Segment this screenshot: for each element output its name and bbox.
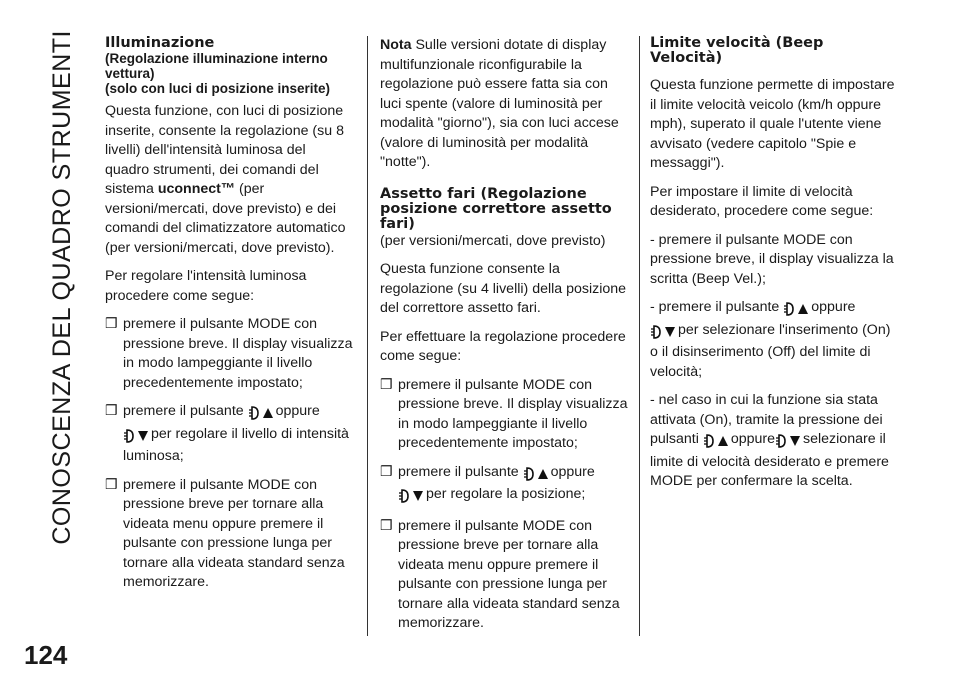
list-item: ❒ premere il pulsante oppure per regolare la posizione; [380,463,628,508]
list-item: ❒ premere il pulsante MODE con pressione breve per tornare alla videata menu oppure premere il pulsante con pressione lunga per tornare alla videata standard senza memorizzare. [380,517,620,631]
paragraph: Questa funzione, con luci di posizione inserite, consente la regolazione (su 8 livelli) dell'intensità luminosa del quadro strumenti, dei comandi del sistema uconnect™ (per versioni/mercati, dove previsto) e dei comandi del climatizzatore automatico (per versioni/mercati, dove previsto). [105,103,346,256]
checkbox-bullet-icon: ❒ [105,316,118,332]
brightness-up-icon [704,433,730,453]
section-subheading: (per versioni/mercati, dove previsto) [380,232,606,249]
brightness-up-icon [784,301,810,321]
brightness-down-icon [651,324,677,344]
brand-name: uconnect™ [157,181,236,197]
checkbox-bullet-icon: ❒ [380,463,393,480]
list-item: ❒ premere il pulsante oppure per regolare il livello di intensità luminosa; [105,403,349,464]
list-item: ❒ premere il pulsante MODE con pressione breve per tornare alla videata menu oppure premere il pulsante con pressione lunga per tornare alla videata standard senza memorizzare. [105,476,345,590]
paragraph: Per regolare l'intensità luminosa procedere come segue: [105,268,307,304]
paragraph: Per impostare il limite di velocità desiderato, procedere come segue: [650,183,874,219]
paragraph: Questa funzione permette di impostare il limite velocità veicolo (km/h oppure mph), superato il quale l'utente viene avvisato (vedere capitolo "Spie e messaggi"). [650,77,895,171]
checkbox-bullet-icon: ❒ [380,517,393,534]
checkbox-bullet-icon: ❒ [105,476,118,493]
column-assetto-fari [380,36,628,643]
checkbox-bullet-icon: ❒ [105,403,118,419]
side-section-title: CONOSCENZA DEL QUADRO STRUMENTI [47,30,76,545]
section-heading: Limite velocità (Beep Velocità) [650,35,824,66]
paragraph: Questa funzione consente la regolazione (su 4 livelli) della posizione del correttore assetto fari. [380,261,627,316]
section-heading: Assetto fari (Regolazione posizione correttore assetto fari) [380,185,612,232]
paragraph: - nel caso in cui la funzione sia stata attivata (On), tramite la pressione dei pulsanti oppure selezionare il limite di velocità desiderato e premere MODE per confermare la scelta. [650,392,889,489]
brightness-down-icon [399,488,425,508]
section-subheading: (Regolazione illuminazione interno vettura) [105,51,328,81]
brightness-up-icon [524,466,550,486]
brightness-down-icon [124,428,150,448]
column-divider [367,36,368,636]
page-number: 124 [24,640,68,670]
paragraph: - premere il pulsante MODE con pressione breve, il display visualizza la scritta (Beep Vel.); [650,231,894,287]
paragraph: - premere il pulsante oppure per selezionare l'inserimento (On) o il disinserimento (Off) del limite di velocità; [650,299,891,380]
brightness-down-icon [776,433,802,453]
column-divider [639,36,640,636]
section-subheading-2: (solo con luci di posizione inserite) [105,81,331,96]
list-item: ❒ premere il pulsante MODE con pressione breve. Il display visualizza in modo lampeggiante il livello precedentemente impostato; [380,376,628,451]
list-item: ❒ premere il pulsante MODE con pressione breve. Il display visualizza in modo lampeggiante il livello precedentemente impostato; [105,316,353,391]
note-paragraph: Nota Sulle versioni dotate di display multifunzionale riconfigurabile la regolazione può essere fatta sia con luci spente (valore di luminosità per modalità "giorno"), sia con luci accese (valore di luminosità per modalità "notte"). [380,37,619,170]
checkbox-bullet-icon: ❒ [380,376,393,393]
section-heading: Illuminazione [105,35,215,51]
column-illuminazione [105,36,353,602]
brightness-up-icon [249,405,275,425]
column-limite-velocita [650,36,898,501]
paragraph: Per effettuare la regolazione procedere come segue: [380,328,626,364]
